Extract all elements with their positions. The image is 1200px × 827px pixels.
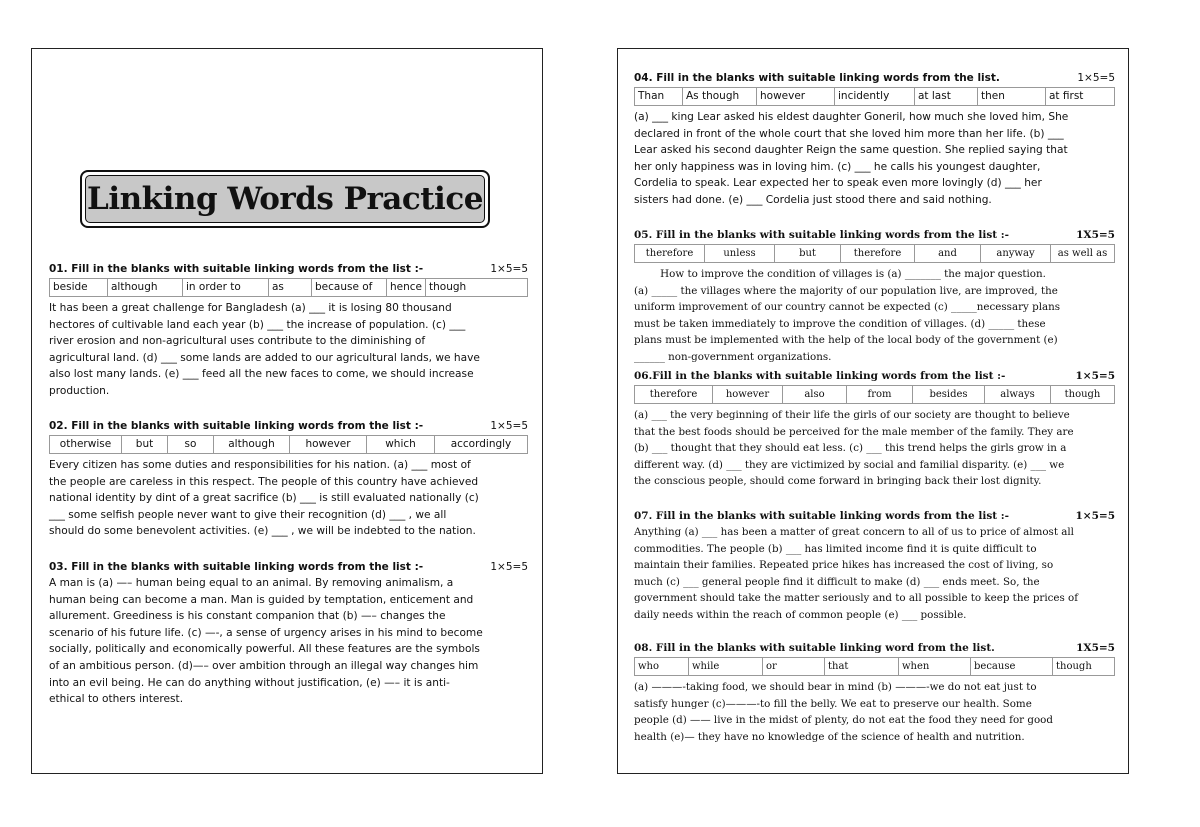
question-7-instruction: 07. Fill in the blanks with suitable linking words from the list :- <box>634 510 1009 522</box>
passage-line: Anything (a) ___ has been a matter of great concern to all of us to price of almost all <box>634 526 1074 538</box>
question-5-instruction: 05. Fill in the blanks with suitable linking words from the list :- <box>634 229 1009 241</box>
question-5-points: 1X5=5 <box>1076 229 1115 241</box>
question-6-word-list <box>634 385 1115 404</box>
word-cell: besides <box>913 386 985 404</box>
passage-line: human being can become a man. Man is guided by temptation, enticement and <box>49 593 474 606</box>
question-6-points: 1×5=5 <box>1075 370 1115 382</box>
word-cell: although <box>214 436 290 454</box>
question-1-passage <box>49 300 528 400</box>
question-6-passage <box>634 407 1115 490</box>
word-cell: because of <box>312 279 387 297</box>
passage-line: also lost many lands. (e) ___ feed all the new faces to come, we should increase <box>49 368 474 381</box>
question-6-instruction: 06.Fill in the blanks with suitable linking words from the list :- <box>634 370 1006 382</box>
passage-line: Lear asked his second daughter Reign the same question. She replied saying that <box>634 144 1068 157</box>
question-2-points: 1×5=5 <box>490 420 528 432</box>
word-cell: As though <box>683 88 757 106</box>
passage-line: the people are careless in this respect. The people of this country have achieved <box>49 475 479 488</box>
question-4-instruction: 04. Fill in the blanks with suitable linking words from the list. <box>634 72 1000 84</box>
passage-line: agricultural land. (d) ___ some lands are added to our agricultural lands, we have <box>49 351 480 364</box>
word-cell: though <box>1051 386 1115 404</box>
word-cell: although <box>108 279 183 297</box>
word-cell: anyway <box>981 245 1051 263</box>
question-7 <box>634 509 1115 623</box>
word-cell: while <box>689 658 763 676</box>
passage-line: It has been a great challenge for Bangladesh (a) ___ it is losing 80 thousand <box>49 302 452 314</box>
word-cell: that <box>825 658 899 676</box>
question-2-heading <box>49 419 528 433</box>
question-5-word-list <box>634 244 1115 263</box>
word-cell: who <box>635 658 689 676</box>
question-2-passage <box>49 457 528 540</box>
word-cell: or <box>763 658 825 676</box>
passage-line: How to improve the condition of villages is (a) _______ the major question. <box>634 268 1046 280</box>
word-cell: also <box>783 386 847 404</box>
passage-line: should do some benevolent activities. (e) ___ , we will be indebted to the nation. <box>49 525 476 538</box>
word-cell: unless <box>705 245 775 263</box>
passage-line: daily needs within the reach of common people (e) ___ possible. <box>634 608 967 621</box>
passage-line: into an evil being. He can do anything without justification, (e) —– it is anti- <box>49 676 450 689</box>
question-8 <box>634 641 1115 745</box>
question-2 <box>49 419 528 540</box>
word-cell: when <box>899 658 971 676</box>
question-6-heading <box>634 369 1115 383</box>
word-cell: therefore <box>841 245 915 263</box>
passage-line: sisters had done. (e) ___ Cordelia just stood there and said nothing. <box>634 193 992 206</box>
passage-line: ethical to others interest. <box>49 693 184 706</box>
word-cell: but <box>775 245 841 263</box>
question-1-instruction: 01. Fill in the blanks with suitable linking words from the list :- <box>49 263 424 275</box>
question-3-instruction: 03. Fill in the blanks with suitable linking words from the list :- <box>49 561 424 573</box>
passage-line: ___ some selfish people never want to give their recognition (d) ___ , we all <box>49 508 447 521</box>
passage-line: Every citizen has some duties and responsibilities for his nation. (a) ___ most of <box>49 459 471 471</box>
passage-line: government should take the matter seriously and to all possible to keep the prices of <box>634 592 1079 604</box>
question-2-word-list <box>49 435 528 454</box>
question-2-instruction: 02. Fill in the blanks with suitable linking words from the list :- <box>49 420 424 432</box>
question-3 <box>49 560 528 708</box>
question-4-heading <box>634 71 1115 85</box>
question-4-points: 1×5=5 <box>1077 72 1115 84</box>
word-cell: and <box>915 245 981 263</box>
passage-line: different way. (d) ___ they are victimized by social and familial disparity. (e) ___ we <box>634 458 1065 471</box>
page-title: Linking Words Practice <box>85 175 485 223</box>
question-6 <box>634 369 1115 490</box>
word-cell: accordingly <box>435 436 528 454</box>
question-1-points: 1×5=5 <box>490 263 528 275</box>
question-5-heading <box>634 228 1115 242</box>
passage-line: river erosion and non-agricultural uses contribute to the diminishing of <box>49 335 426 348</box>
question-5-passage <box>634 266 1115 365</box>
question-4 <box>634 71 1115 209</box>
word-cell: but <box>122 436 168 454</box>
question-7-passage <box>634 524 1115 623</box>
word-cell: so <box>168 436 214 454</box>
question-7-points: 1×5=5 <box>1075 510 1115 522</box>
word-cell: hence <box>387 279 426 297</box>
passage-line: national identity by dint of a great sacrifice (b) ___ is still evaluated nationally (c) <box>49 492 479 505</box>
word-cell: Than <box>635 88 683 106</box>
passage-line: that the best foods should be perceived for the male member of the family. They are <box>634 425 1074 438</box>
passage-line: people (d) —— live in the midst of plenty, do not eat the food they need for good <box>634 714 1053 726</box>
passage-line: much (c) ___ general people find it difficult to make (d) ___ ends meet. So, the <box>634 575 1040 588</box>
passage-line: (a) ___ the very beginning of their life the girls of our society are thought to believe <box>634 409 1070 421</box>
word-cell: though <box>426 279 528 297</box>
passage-line: scenario of his future life. (c) —-, a sense of urgency arises in his mind to become <box>49 626 483 639</box>
word-cell: in order to <box>183 279 269 297</box>
question-1-word-list <box>49 278 528 297</box>
question-1-heading <box>49 262 528 276</box>
passage-line: (b) ___ thought that they should eat less. (c) ___ this trend helps the girls grow in a <box>634 442 1067 454</box>
passage-line: satisfy hunger (c)———-to fill the belly. We eat to preserve our health. Some <box>634 697 1032 710</box>
question-4-passage <box>634 109 1115 209</box>
word-cell: however <box>290 436 367 454</box>
passage-line: A man is (a) —– human being equal to an animal. By removing animalism, a <box>49 577 454 589</box>
word-cell: therefore <box>635 386 713 404</box>
passage-line: the conscious people, should come forward in bringing back their lost dignity. <box>634 475 1042 487</box>
passage-line: (a) ___ king Lear asked his eldest daughter Goneril, how much she loved him, She <box>634 111 1069 123</box>
passage-line: plans must be implemented with the help of the local body of the government (e) <box>634 334 1058 346</box>
question-8-passage <box>634 679 1115 745</box>
word-cell: at first <box>1046 88 1115 106</box>
word-cell: though <box>1053 658 1115 676</box>
passage-line: ______ non-government organizations. <box>634 350 832 363</box>
passage-line: her only happiness was in loving him. (c) ___ he calls his youngest daughter, <box>634 160 1041 173</box>
question-3-heading <box>49 560 528 574</box>
word-cell: then <box>978 88 1046 106</box>
word-cell: at last <box>915 88 978 106</box>
word-cell: because <box>971 658 1053 676</box>
word-cell: however <box>757 88 835 106</box>
passage-line: (a) ———-taking food, we should bear in mind (b) ———-we do not eat just to <box>634 681 1037 693</box>
passage-line: Cordelia to speak. Lear expected her to speak even more lovingly (d) ___ her <box>634 177 1042 190</box>
question-8-heading <box>634 641 1115 655</box>
passage-line: (a) _____ the villages where the majority of our population live, are improved, the <box>634 284 1058 297</box>
word-cell: always <box>985 386 1051 404</box>
word-cell: as <box>269 279 312 297</box>
question-1 <box>49 262 528 400</box>
passage-line: socially, politically and economically powerful. All these features are the symbols <box>49 643 480 656</box>
passage-line: uniform improvement of our country cannot be expected (c) _____necessary plans <box>634 301 1061 313</box>
question-8-word-list <box>634 657 1115 676</box>
word-cell: as well as <box>1051 245 1115 263</box>
question-5 <box>634 228 1115 365</box>
passage-line: of an ambitious person. (d)—– over ambition through an illegal way changes him <box>49 659 479 672</box>
passage-line: production. <box>49 384 110 397</box>
word-cell: otherwise <box>50 436 122 454</box>
question-7-heading <box>634 509 1115 523</box>
passage-line: must be taken immediately to improve the condition of villages. (d) _____ these <box>634 317 1046 330</box>
passage-line: health (e)— they have no knowledge of the science of health and nutrition. <box>634 730 1025 743</box>
word-cell: beside <box>50 279 108 297</box>
question-8-points: 1X5=5 <box>1076 642 1115 654</box>
word-cell: however <box>713 386 783 404</box>
word-cell: which <box>367 436 435 454</box>
passage-line: commodities. The people (b) ___ has limited income find it is quite difficult to <box>634 542 1037 555</box>
word-cell: therefore <box>635 245 705 263</box>
question-3-points: 1×5=5 <box>490 561 528 573</box>
passage-line: declared in front of the whole court that she loved him more than her life. (b) ___ <box>634 127 1064 140</box>
word-cell: incidently <box>835 88 915 106</box>
word-cell: from <box>847 386 913 404</box>
question-3-passage <box>49 575 528 708</box>
question-4-word-list <box>634 87 1115 106</box>
passage-line: hectores of cultivable land each year (b) ___ the increase of population. (c) ___ <box>49 318 466 331</box>
passage-line: maintain their families. Repeated price hikes has increased the cost of living, so <box>634 559 1054 571</box>
question-8-instruction: 08. Fill in the blanks with suitable linking word from the list. <box>634 642 995 654</box>
title-box <box>80 170 490 228</box>
passage-line: allurement. Greediness is his constant companion that (b) —– changes the <box>49 610 446 623</box>
